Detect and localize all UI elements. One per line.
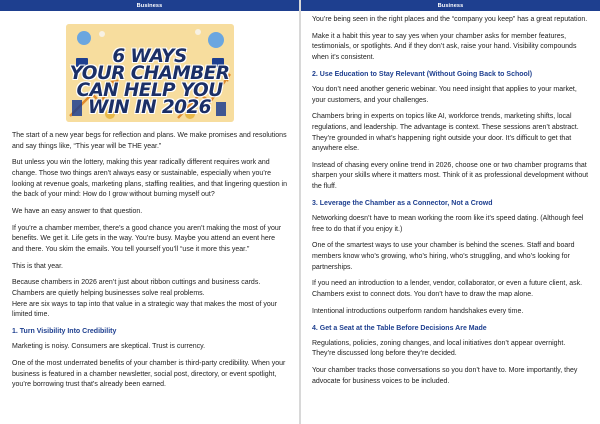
- hero-title-line: WIN IN 2026: [88, 97, 211, 118]
- section-header: Business: [0, 0, 299, 11]
- paragraph: Networking doesn’t have to mean working the room like it’s speed dating. (Although feel free to do that if you enjoy it.): [312, 215, 584, 233]
- paragraph: The start of a new year begs for reflection and plans. We make promises and resolutions and say things like, “This year will be THE year.”: [12, 132, 287, 150]
- paragraph: Intentional introductions outperform random handshakes every time.: [312, 307, 524, 315]
- paragraph: If you need an introduction to a lender, vendor, collaborator, or even a future client, ask. Chambers exist to connect dots. You don’t have to draw the map alone.: [312, 280, 583, 298]
- paragraph-line: Because chambers in 2026 aren’t just about ribbon cuttings and business cards. Chambers are quietly helping businesses solve real problems.: [12, 279, 261, 298]
- paragraph: Chambers bring in experts on topics like AI, workforce trends, marketing shifts, local regulations, and leadership. The advantage is context. These sessions aren’t abstract. They’re grounded in what’s happening right outside your door. It’s difficult to get that anywhere else.: [312, 113, 579, 153]
- right-page: [301, 0, 600, 424]
- section-heading: 2. Use Education to Stay Relevant (Without Going Back to School): [312, 70, 533, 78]
- section-heading: 3. Leverage the Chamber as a Connector, Not a Crowd: [312, 199, 493, 207]
- left-content: [0, 11, 299, 391]
- paragraph: This is that year.: [12, 262, 63, 270]
- section-header: Business: [301, 0, 600, 11]
- hero-title-line: YOUR CHAMBER: [69, 63, 230, 84]
- paragraph: One of the most underrated benefits of your chamber is third-party credibility. When your business is featured in a chamber newsletter, social post, directory, or event spotlight, you’re borrowing trust that’s already been earned.: [12, 360, 286, 389]
- paragraph: If you’re a chamber member, there’s a good chance you aren’t making the most of your benefits. We get it. Life gets in the way. You’re busy. Maybe you attend an event here and there. You skim the emails. You tell yourself you’ll “use it more this year.”: [12, 224, 282, 253]
- hero-title-line: 6 WAYS: [112, 46, 187, 67]
- hero-graphic: [66, 24, 234, 122]
- paragraph: Regulations, policies, zoning changes, and local initiatives don’t appear overnight. They’re discussed long before they’re decided.: [312, 339, 566, 358]
- hero-title: [66, 48, 234, 116]
- paragraph: Instead of chasing every online trend in 2026, choose one or two chamber programs that sharpen your skills where it matters most. Think of it as professional development without the fluff.: [312, 161, 589, 191]
- paragraph: Marketing is noisy. Consumers are skeptical. Trust is currency.: [12, 343, 206, 351]
- paragraph-line: Here are six ways to tap into that value in a strategic way that makes the most of your limited time.: [12, 300, 277, 319]
- right-content: [301, 11, 600, 387]
- paragraph: You’re being seen in the right places and the “company you keep” has a great reputation.: [312, 16, 588, 23]
- paragraph: One of the smartest ways to use your chamber is behind the scenes. Staff and board members know who’s growing, who’s hiring, who’s struggling, and who’s looking for partnerships.: [312, 242, 575, 271]
- paragraph: [12, 278, 287, 320]
- left-page: [0, 0, 299, 424]
- paragraph: But unless you win the lottery, making this year radically different requires work and change. Those two things aren’t always easy or sustainable, especially when you’re looking at revenue goals, marketing plans, staffing realities, and that lingering question in the back of your mind: How do I grow without burning myself out?: [12, 159, 287, 199]
- paragraph: Make it a habit this year to say yes when your chamber asks for member features, testimonials, or spotlights. And if they don’t ask, raise your hand. Visibility compounds when it’s consistent.: [312, 32, 577, 61]
- section-heading: 4. Get a Seat at the Table Before Decisions Are Made: [312, 324, 487, 332]
- section-heading: 1. Turn Visibility Into Credibility: [12, 328, 117, 336]
- paragraph: We have an easy answer to that question.: [12, 207, 143, 215]
- hero-title-line: CAN HELP YOU: [76, 80, 223, 101]
- paragraph: You don’t need another generic webinar. You need insight that applies to your market, your customers, and your challenges.: [312, 85, 577, 104]
- paragraph: Your chamber tracks those conversations so you don’t have to. More importantly, they advocate for business voices to be included.: [312, 367, 578, 385]
